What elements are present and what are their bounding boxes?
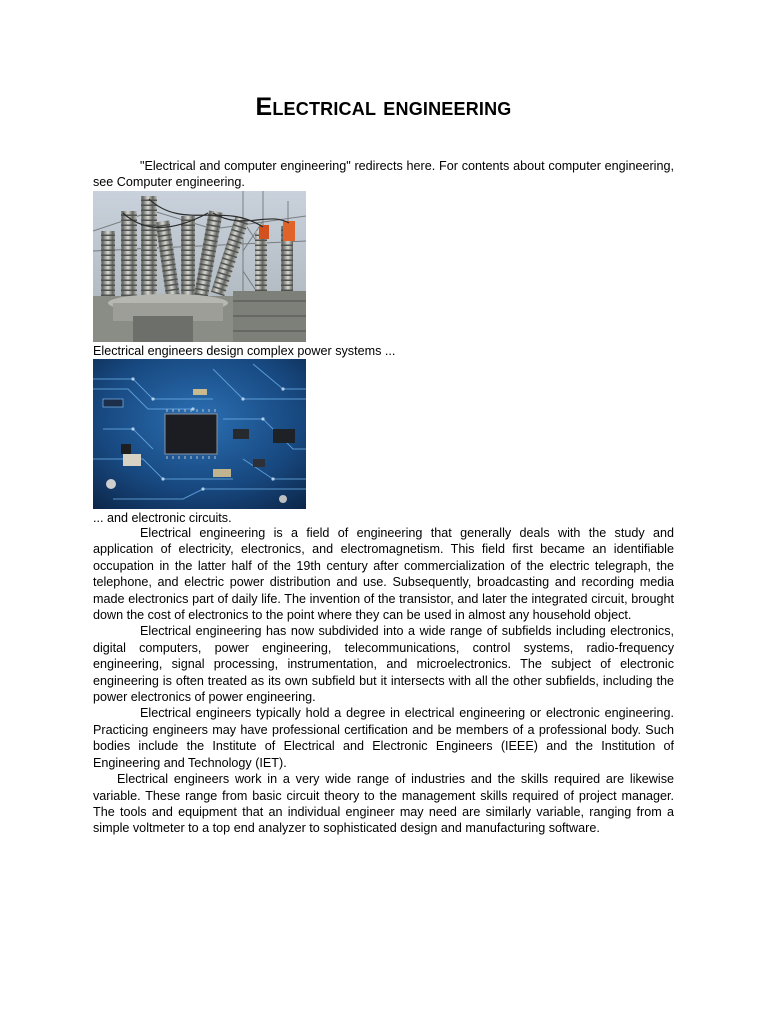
paragraph-subfields: Electrical engineering has now subdivided into a wide range of subfields including electronics, digital computers, power engineering, telecommunications, control systems, radio-frequency engineering, signal processing, instrumentation, and microelectronics. The subject of electronic engineering is often treated as its own subfield but it intersects with all the other subfields, including the power electronics of power engineering. xyxy=(93,624,674,705)
article-body xyxy=(93,525,674,837)
circuit-board-photo xyxy=(93,359,306,509)
paragraph-qualifications: Electrical engineers typically hold a degree in electrical engineering or electronic engineering. Practicing engineers may have professional certification and be members of a professional body. Such bodies include the Institute of Electrical and Electronic Engineers (IEEE) and the Institution of Engineering and Technology (IET). xyxy=(93,706,674,770)
page-title: Electrical engineering xyxy=(255,93,512,121)
figure-caption-power: Electrical engineers design complex power systems ... xyxy=(93,344,396,358)
figure-caption-circuits: ... and electronic circuits. xyxy=(93,511,232,525)
paragraph-industries: Electrical engineers work in a very wide range of industries and the skills required are likewise variable. These range from basic circuit theory to the management skills required of project manager. The tools and equipment that an individual engineer may need are similarly variable, ranging from a simple voltmeter to a top end analyzer to sophisticated design and manufacturing software. xyxy=(93,772,674,836)
redirect-note: "Electrical and computer engineering" redirects here. For contents about computer engineering, see Computer engineering. xyxy=(93,159,674,190)
paragraph-definition: Electrical engineering is a field of engineering that generally deals with the study and application of electricity, electronics, and electromagnetism. This field first became an identifiable occupation in the latter half of the 19th century after commercialization of the electric telegraph, the telephone, and electric power distribution and use. Subsequently, broadcasting and recording media made electronics part of daily life. The invention of the transistor, and later the integrated circuit, brought down the cost of electronics to the point where they can be used in almost any household object. xyxy=(93,526,674,623)
power-substation-photo xyxy=(93,191,306,342)
